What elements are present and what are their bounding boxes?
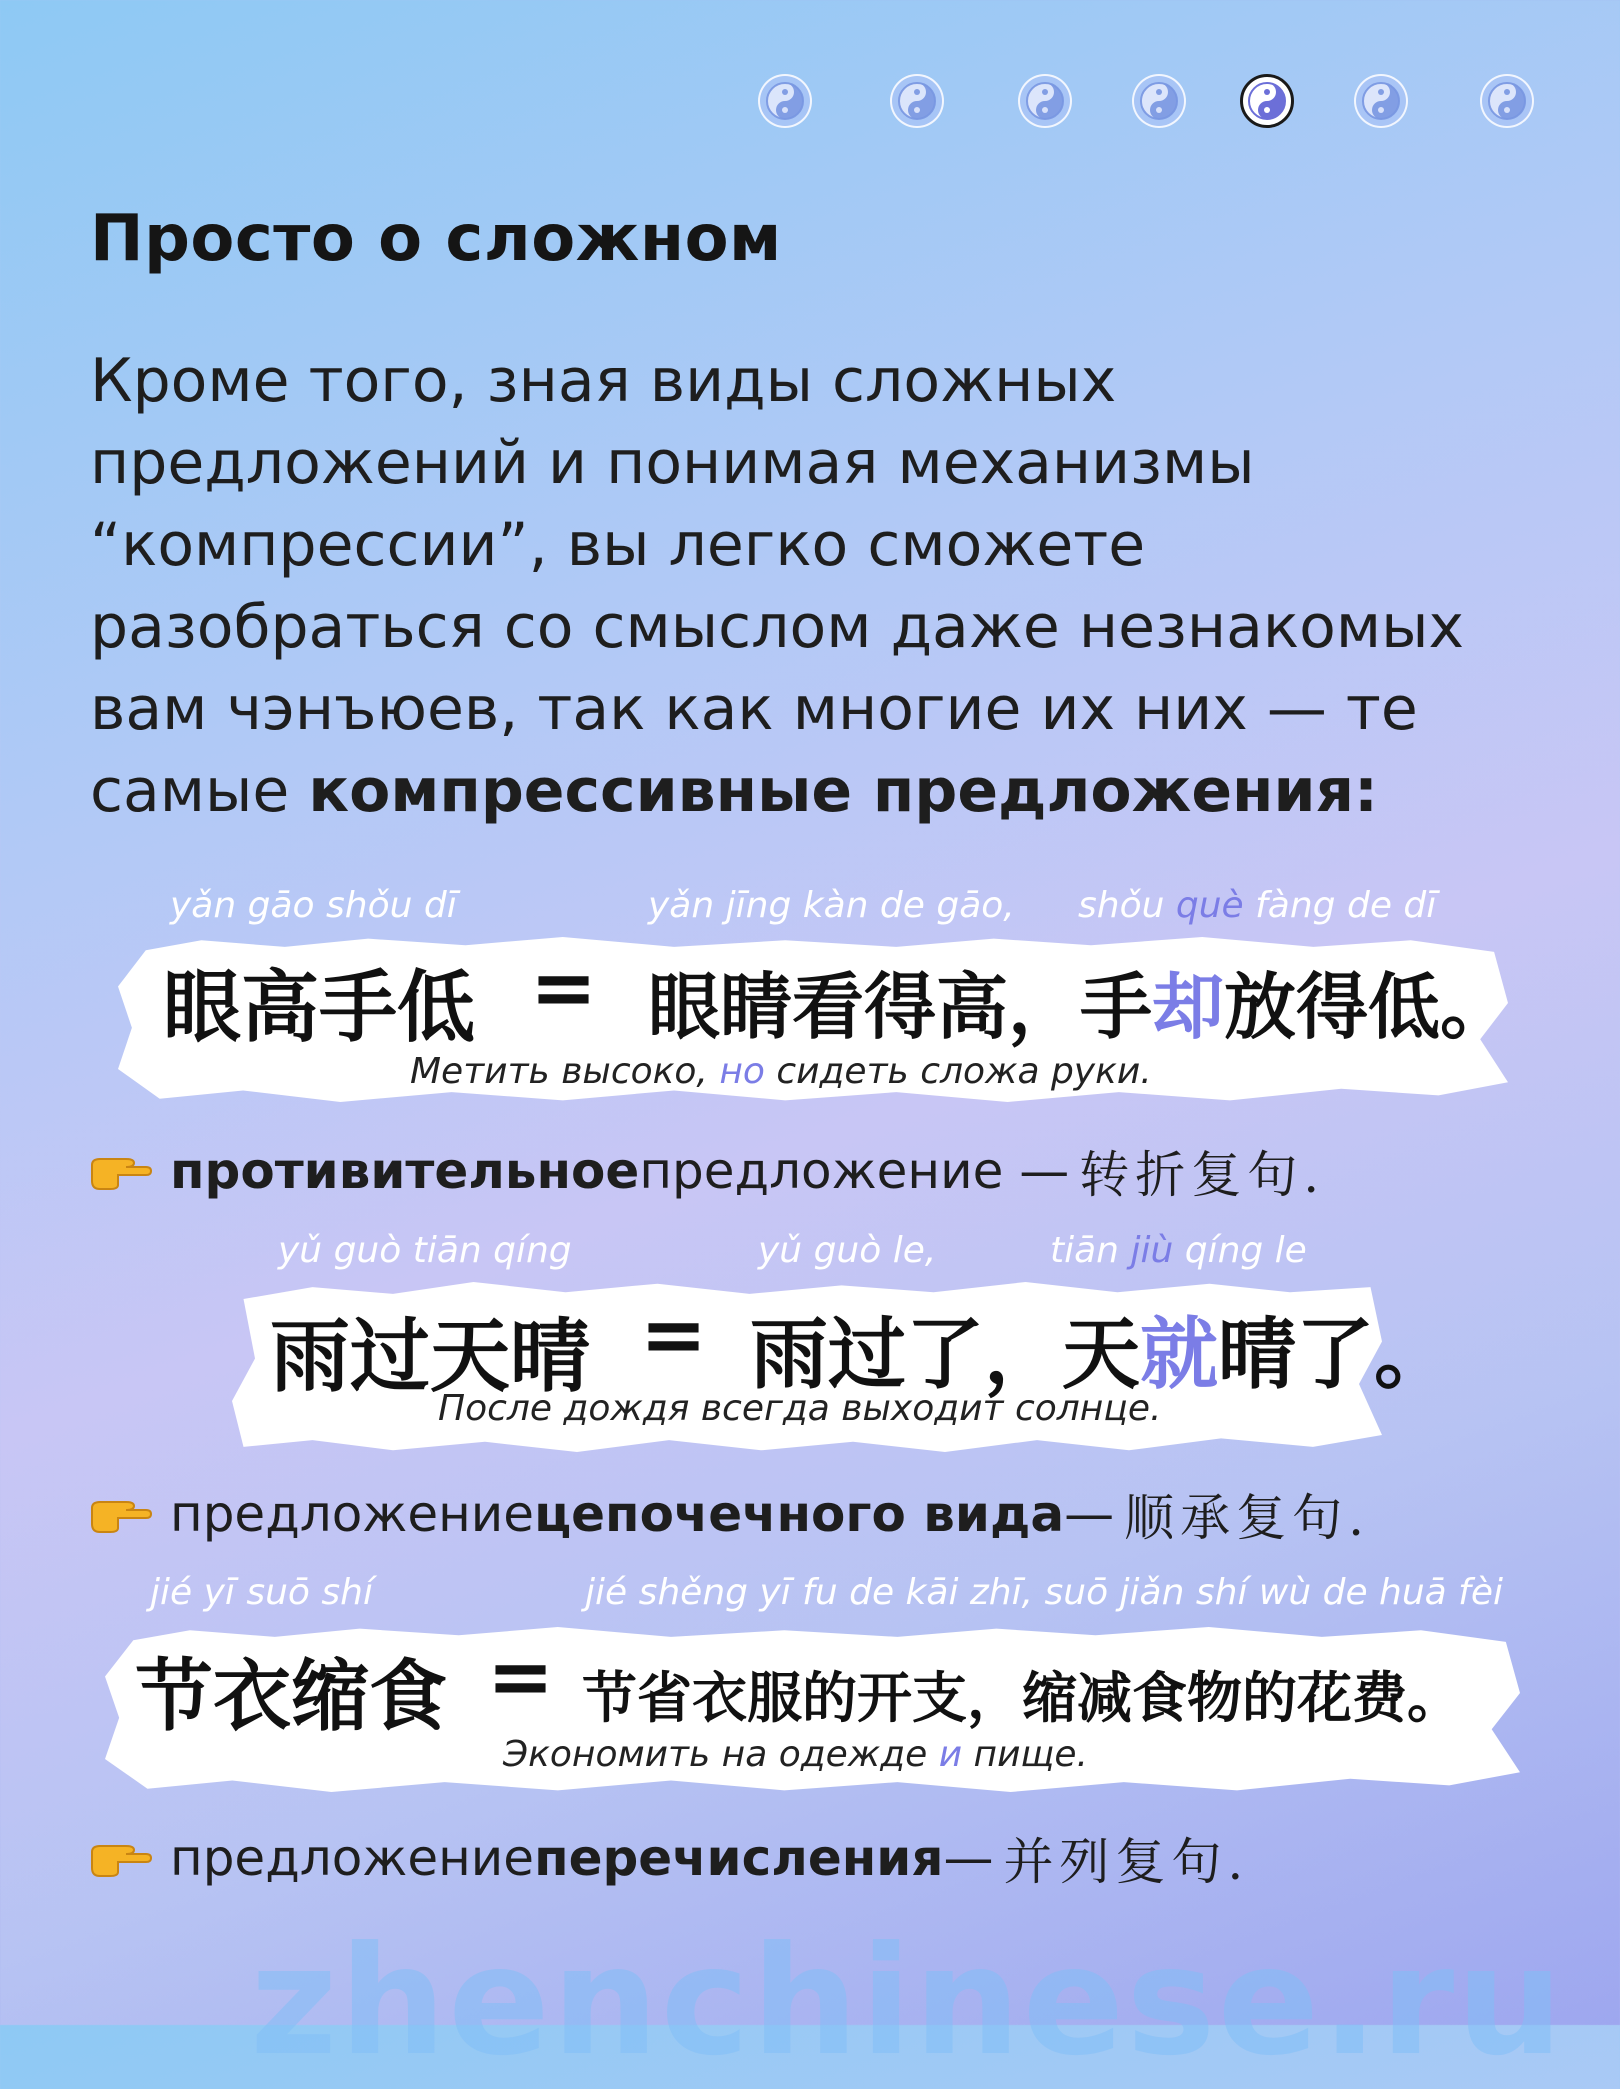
translation xyxy=(410,1051,1152,1092)
pinyin-connector: jiù xyxy=(1130,1230,1174,1271)
intro-line: предложений и понимая механизмы xyxy=(90,428,1255,498)
intro-line: разобраться со смыслом даже незнакомых xyxy=(90,592,1464,662)
equals-sign: = xyxy=(487,1630,555,1723)
expansion-pinyin xyxy=(648,885,1015,926)
expansion-pinyin xyxy=(1050,1230,1307,1271)
bullet-text: предложение xyxy=(170,1829,535,1887)
intro-line: самые xyxy=(90,756,309,826)
sentence-connector: 就 xyxy=(1140,1309,1219,1400)
translation-connector: и xyxy=(938,1734,963,1775)
pinyin-part: jié shěng yī fu de kāi zhī, suō jiǎn shí wù de huā fèi xyxy=(585,1572,1503,1613)
pinyin-part: tiān xyxy=(1050,1230,1131,1271)
watermark: zhenchinese.ru xyxy=(250,1915,1566,2089)
yin-yang-icon xyxy=(890,74,944,128)
expansion-pinyin xyxy=(585,1572,1503,1613)
bullet-emphasis: противительное xyxy=(170,1142,640,1200)
translation xyxy=(438,1388,1161,1429)
idiom-pinyin: yǎn gāo shǒu dī xyxy=(170,885,457,926)
pinyin-part: yǎn jīng kàn de gāo, xyxy=(648,885,1015,926)
expanded-sentence xyxy=(582,1654,1462,1733)
translation-part: пище. xyxy=(962,1734,1088,1775)
yin-yang-icon xyxy=(758,74,812,128)
pointing-hand-icon xyxy=(88,1838,152,1878)
pinyin-part: fàng de dī xyxy=(1243,885,1437,926)
yin-yang-icon xyxy=(1354,74,1408,128)
intro-line: “компрессии”, вы легко сможете xyxy=(90,510,1146,580)
expanded-sentence xyxy=(648,949,1512,1053)
equals-sign: = xyxy=(530,941,598,1034)
yin-yang-icon xyxy=(1132,74,1186,128)
translation-part: Метить высоко, xyxy=(410,1051,720,1092)
expansion-pinyin xyxy=(758,1230,936,1271)
translation-part: Экономить на одежде xyxy=(503,1734,939,1775)
bullet-text: предложение — xyxy=(639,1142,1070,1200)
pointing-hand-icon xyxy=(88,1151,152,1191)
idiom-characters: 眼高手低 xyxy=(163,962,476,1053)
translation xyxy=(503,1734,1088,1775)
bullet-text: — xyxy=(1064,1485,1115,1543)
bullet-text: — xyxy=(943,1829,994,1887)
sentence-connector: 却 xyxy=(1152,964,1225,1049)
idiom-pinyin: jié yī suō shí xyxy=(150,1572,373,1613)
bullet-chinese: 并列复句. xyxy=(1003,1833,1250,1891)
bullet-emphasis: цепочечного вида xyxy=(534,1485,1065,1543)
bullet-item xyxy=(88,1478,1370,1550)
bullet-text: предложение xyxy=(170,1485,535,1543)
sentence-part: 晴了。 xyxy=(1218,1309,1453,1400)
idiom-example xyxy=(0,885,1620,1115)
intro-line: Кроме того, зная виды сложных xyxy=(90,346,1117,416)
expansion-pinyin xyxy=(1078,885,1436,926)
yin-yang-icon xyxy=(1240,74,1294,128)
idiom-example xyxy=(0,1230,1620,1460)
bullet-chinese: 转折复句. xyxy=(1079,1146,1326,1204)
intro-emphasis: компрессивные предложения: xyxy=(308,756,1379,826)
idiom-characters: 节衣缩食 xyxy=(135,1651,448,1742)
yin-yang-icon xyxy=(1018,74,1072,128)
sentence-part: 眼睛看得高，手 xyxy=(648,964,1153,1049)
translation-connector: но xyxy=(719,1051,765,1092)
pinyin-part: shǒu xyxy=(1078,885,1176,926)
bullet-item xyxy=(88,1135,1325,1207)
translation-part: После дождя всегда выходит солнце. xyxy=(438,1388,1162,1429)
bullet-item xyxy=(88,1822,1249,1894)
intro-line: вам чэнъюев, так как многие их них — те xyxy=(90,674,1418,744)
bullet-chinese: 顺承复句. xyxy=(1124,1489,1370,1547)
pinyin-part: qíng le xyxy=(1173,1230,1307,1271)
yin-yang-icon xyxy=(1480,74,1534,128)
sentence-part: 放得低。 xyxy=(1224,964,1513,1049)
idiom-pinyin: yǔ guò tiān qíng xyxy=(278,1230,572,1271)
sentence-part: 雨过了，天 xyxy=(750,1309,1141,1400)
bullet-emphasis: перечисления xyxy=(534,1829,944,1887)
translation-part: сидеть сложа руки. xyxy=(764,1051,1152,1092)
intro-paragraph xyxy=(90,340,1590,832)
pointing-hand-icon xyxy=(88,1494,152,1534)
equals-sign: = xyxy=(640,1288,708,1381)
pinyin-connector: què xyxy=(1175,885,1244,926)
pinyin-part: yǔ guò le, xyxy=(758,1230,937,1271)
idiom-example xyxy=(0,1572,1620,1802)
progress-indicator xyxy=(758,74,1542,134)
page-title: Просто о сложном xyxy=(90,202,782,276)
idiom-characters: 雨过天晴 xyxy=(270,1309,590,1403)
sentence-part: 节省衣服的开支，缩减食物的花费。 xyxy=(582,1665,1463,1730)
